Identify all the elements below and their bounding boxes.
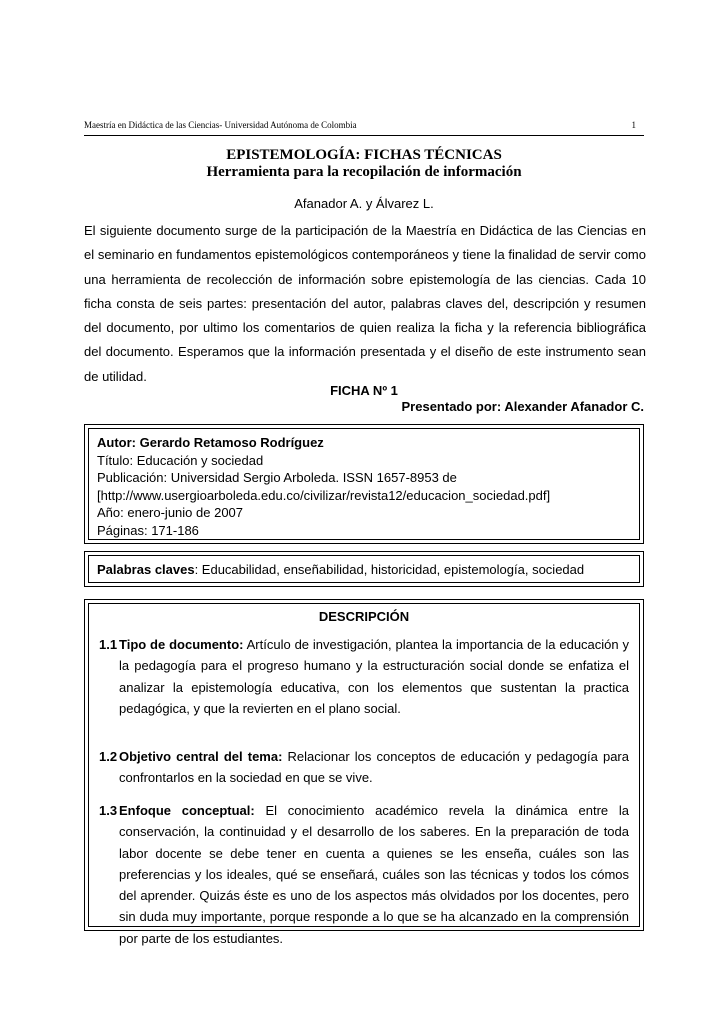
intro-paragraph: El siguiente documento surge de la participación de la Maestría en Didáctica de las Ciencias en el seminario en fundamentos epistemológicos contemporáneos y tiene la finalidad de servir como una herramienta de recolección de información sobre epistemología de las ciencias. Cada 10 ficha consta de seis partes: presentación del autor, palabras claves del, descripción y resumen del documento, por ultimo los comentarios de quien realiza la ficha y la referencia bibliográfica del documento. Esperamos que la información presentada y el diseño de este instrumento sean de utilidad.	[84, 223, 646, 384]
keywords-text: : Educabilidad, enseñabilidad, historicidad, epistemología, sociedad	[194, 562, 585, 577]
url-line: [http://www.usergioarboleda.edu.co/civilizar/revista12/educacion_sociedad.pdf]	[97, 487, 551, 503]
year-line: Año: enero-junio de 2007	[97, 505, 244, 521]
author-box	[88, 428, 640, 540]
presenter: Presentado por: Alexander Afanador C.	[401, 399, 644, 414]
description-item	[99, 634, 629, 719]
item-label: Tipo de documento:	[119, 637, 244, 652]
document-title: EPISTEMOLOGÍA: FICHAS TÉCNICAS	[226, 147, 502, 163]
item-number: 1.2	[99, 749, 118, 764]
header-text: Maestría en Didáctica de las Ciencias- Universidad Autónoma de Colombia	[84, 120, 357, 130]
item-text: Artículo de investigación, plantea la importancia de la educación y la pedagogía para el progreso humano y la estructuración social donde se enfatiza el analizar la epistemología educativa, con los elementos que sustentan la practica pedagógica, y que la revierten en el plano social.	[119, 637, 629, 716]
authors: Afanador A. y Álvarez L.	[294, 196, 434, 211]
item-text: El conocimiento académico revela la dinámica entre la conservación, la continuidad y el desarrollo de los saberes. En la preparación de toda labor docente se debe tener en cuenta a quienes se les enseña, cuáles son las preferencias y los ideales, qué se enseñará, cuáles son las técnicas y todos los cómos del aprender. Quizás éste es uno de los aspectos más olvidados por los docentes, pero sin duda muy importante, porque responde a lo que se ha alcanzado en la comprensión por parte de los estudiantes.	[119, 803, 630, 946]
item-label: Objetivo central del tema:	[119, 749, 283, 764]
keywords-box	[88, 555, 640, 583]
header-divider	[84, 135, 644, 136]
description-title: DESCRIPCIÓN	[318, 609, 410, 624]
item-number: 1.1	[99, 637, 118, 652]
description-box	[88, 603, 640, 946]
page-number: 1	[631, 120, 636, 130]
title-line: Título: Educación y sociedad	[97, 452, 264, 468]
item-label: Enfoque conceptual:	[119, 803, 255, 818]
publication-line: Publicación: Universidad Sergio Arboleda. ISSN 1657-8953 de	[97, 470, 457, 486]
author-line: Autor: Gerardo Retamoso Rodríguez	[97, 435, 324, 450]
item-text: Relacionar los conceptos de educación y pedagogía para confrontarlos en la sociedad en que se vive.	[119, 749, 629, 786]
running-header	[84, 120, 644, 134]
item-number: 1.3	[99, 803, 118, 818]
pages-line: Páginas: 171-186	[97, 522, 199, 538]
description-item	[99, 800, 629, 949]
document-subtitle: Herramienta para la recopilación de información	[206, 164, 522, 180]
description-item	[99, 746, 629, 789]
keywords-label: Palabras claves	[97, 562, 195, 577]
ficha-title: FICHA Nº 1	[330, 383, 398, 398]
